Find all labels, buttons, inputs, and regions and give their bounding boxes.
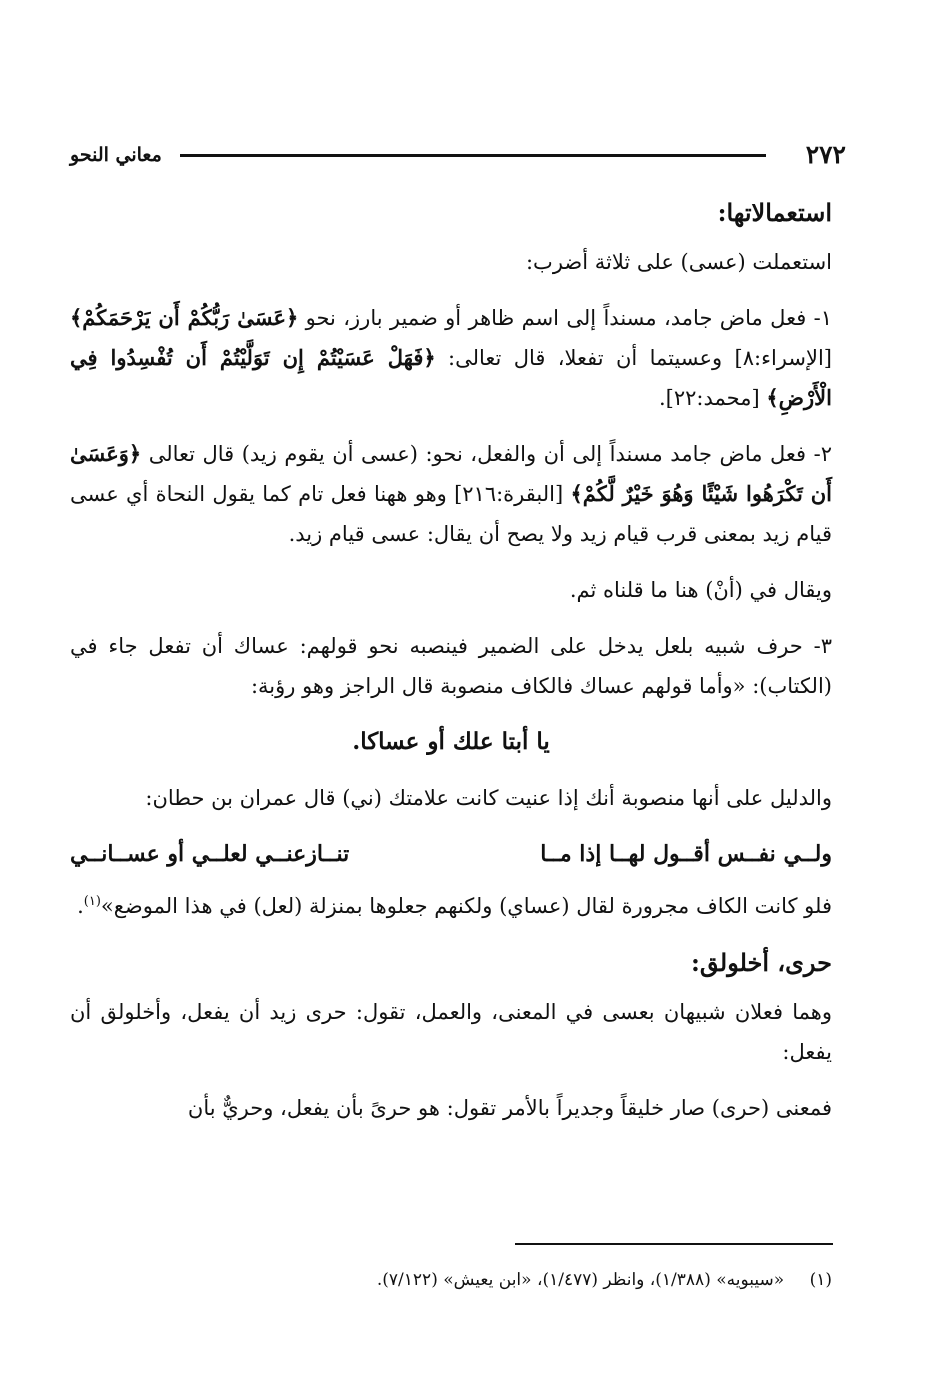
footnote-text: «سيبويه» (١/٣٨٨)، وانظر (١/٤٧٧)، «ابن يعيش» (٧/١٢٢). xyxy=(376,1270,785,1290)
quran-quote: ﴿عَسَىٰ رَبُّكُمْ أَن يَرْحَمَكُمْ﴾ xyxy=(70,305,299,330)
item-2-paragraph xyxy=(70,434,832,554)
section-heading-usages: استعمالاتها: xyxy=(717,198,832,227)
item-1-paragraph xyxy=(70,298,832,418)
conclusion-text: فلو كانت الكاف مجرورة لقال (عساي) ولكنهم جعلوها بمنزلة (لعل) في هذا الموضع» xyxy=(100,894,832,918)
section-heading-hara: حرى، أخلولق: xyxy=(691,948,832,977)
evidence-paragraph: والدليل على أنها منصوبة أنك إذا عنيت كانت علامتك (ني) قال عمران بن حطان: xyxy=(145,786,832,810)
item-number: ٣- xyxy=(813,634,832,658)
hara-paragraph-1: وهما فعلان شبيهان بعسى في المعنى، والعمل، تقول: حرى زيد أن يفعل، وأخلولق أن يفعل: xyxy=(70,1000,832,1064)
footnote xyxy=(70,1262,832,1298)
item-3-paragraph xyxy=(70,626,832,706)
note-paragraph: ويقال في (أنْ) هنا ما قلناه ثم. xyxy=(569,578,832,602)
poem-verse xyxy=(70,834,832,874)
item-text: [الإسراء:٨] وعسيتما أن تفعلا، قال تعالى: xyxy=(448,346,832,370)
footnote-reference[interactable]: (١) xyxy=(83,894,101,909)
quran-quote: ﴿وَعَسَىٰ أَن تَكْرَهُوا شَيْئًا وَهُوَ خَيْرٌ لَّكُمْ﴾ xyxy=(70,441,832,506)
book-title: معاني النحو xyxy=(70,144,162,166)
quran-quote: ﴿فَهَلْ عَسَيْتُمْ إِن تَوَلَّيْتُمْ أَن تُفْسِدُوا فِي الْأَرْضِ﴾ xyxy=(70,345,832,410)
rajaz-verse: يا أبتا علك أو عساكا. xyxy=(352,728,550,755)
footnote-divider xyxy=(515,1243,833,1245)
hara-paragraph-2: فمعنى (حرى) صار خليقاً وجديراً بالأمر تقول: هو حرىً بأن يفعل، وحريٌّ بأن xyxy=(187,1096,832,1120)
header-rule xyxy=(180,154,766,157)
item-text: حرف شبيه بلعل يدخل على الضمير فينصبه نحو قولهم: عساك أن تفعل جاء في (الكتاب): «وأما قولهم عساك فالكاف منصوبة قال الراجز وهو رؤبة: xyxy=(70,634,832,698)
footnote-number: (١) xyxy=(809,1270,832,1290)
conclusion-paragraph xyxy=(70,886,832,926)
running-header xyxy=(70,140,846,180)
item-text: [محمد:٢٢]. xyxy=(658,386,760,410)
item-number: ٢- xyxy=(813,442,832,466)
conclusion-end: . xyxy=(77,894,84,918)
item-text: [البقرة:٢١٦] وهو ههنا فعل تام كما يقول النحاة أي عسى قيام زيد بمعنى قرب قيام زيد ولا يصح أن يقال: عسى قيام زيد. xyxy=(70,482,832,546)
hemistich-second: تنــازعنــي لعلــي أو عســانــي xyxy=(70,841,350,867)
item-text: فعل ماض جامد مسنداً إلى أن والفعل، نحو: (عسى أن يقوم زيد) قال تعالى xyxy=(148,442,807,466)
page-number: ٢٧٢ xyxy=(805,140,846,169)
hemistich-first: ولــي نفــس أقــول لهــا إذا مــا xyxy=(540,841,832,867)
item-text: فعل ماض جامد، مسنداً إلى اسم ظاهر أو ضمير بارز، نحو xyxy=(305,306,807,330)
main-text xyxy=(70,192,832,1144)
item-number: ١- xyxy=(813,306,832,330)
intro-paragraph: استعملت (عسى) على ثلاثة أضرب: xyxy=(525,250,832,274)
